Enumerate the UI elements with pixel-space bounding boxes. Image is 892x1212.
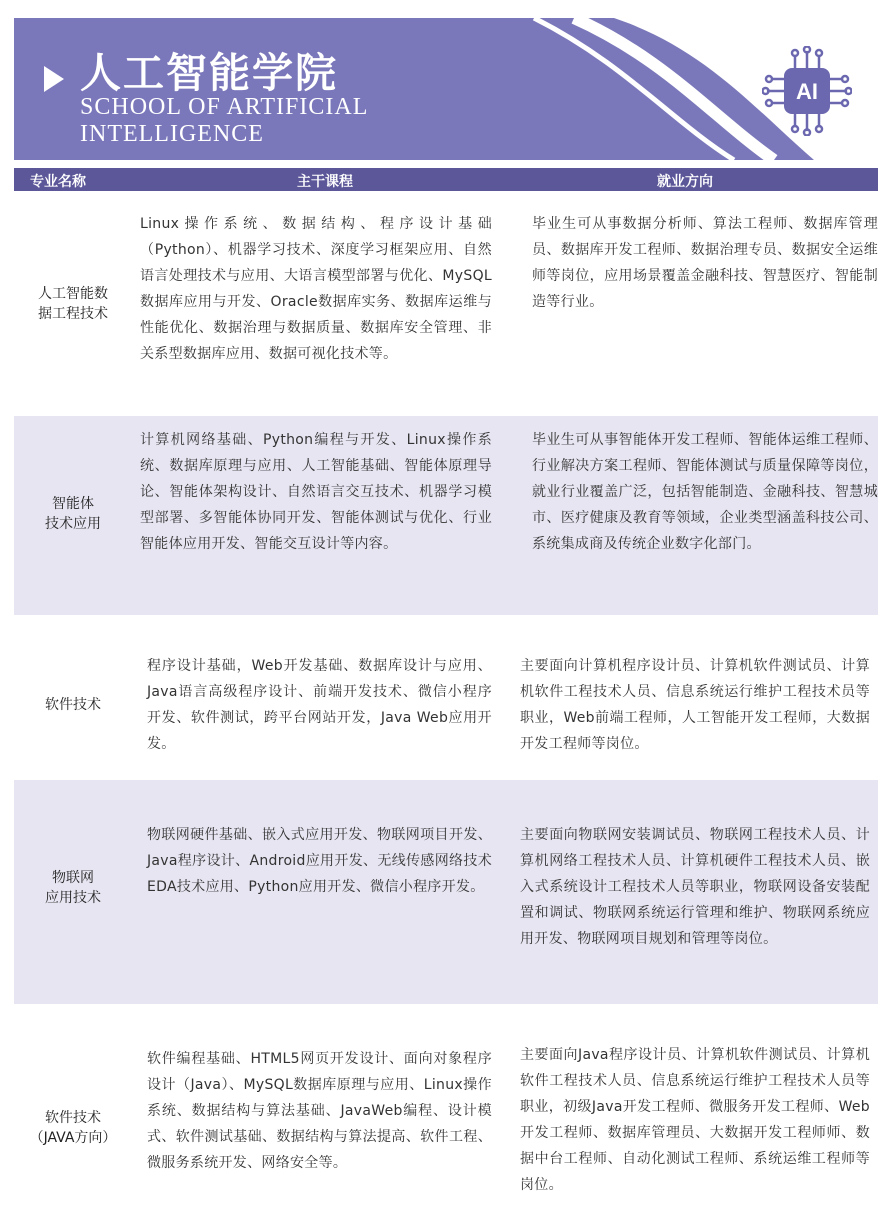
- main-courses: 软件编程基础、HTML5网页开发设计、面向对象程序设计（Java）、MySQL数据库原理与应用、Linux操作系统、数据结构与算法基础、JavaWeb编程、设计模式、软件测试基础、数据结构与算法提高、软件工程、微服务系统开发、网络安全等。: [147, 1051, 492, 1171]
- major-name: 软件技术 （JAVA方向）: [29, 1110, 117, 1146]
- major-name: 物联网 应用技术: [45, 870, 101, 906]
- table-row: [14, 615, 878, 780]
- main-courses: 程序设计基础，Web开发基础、数据库设计与应用、Java语言高级程序设计、前端开发技术、微信小程序开发、软件测试，跨平台网站开发，Java Web应用开发。: [147, 658, 492, 752]
- column-header-careers: 就业方向: [657, 174, 713, 190]
- page-title: 人工智能学院: [80, 49, 338, 97]
- career-directions: 主要面向计算机程序设计员、计算机软件测试员、计算机软件工程技术人员、信息系统运行维护工程技术员等职业，Web前端工程师，人工智能开发工程师，大数据开发工程师等岗位。: [520, 658, 870, 752]
- table-row: [14, 200, 878, 412]
- major-name: 人工智能数 据工程技术: [38, 286, 108, 322]
- header-banner: [14, 18, 878, 160]
- career-directions: 毕业生可从事智能体开发工程师、智能体运维工程师、行业解决方案工程师、智能体测试与质量保障等岗位，就业行业覆盖广泛，包括智能制造、金融科技、智慧城市、医疗健康及教育等领域，企业类型涵盖科技公司、系统集成商及传统企业数字化部门。: [532, 432, 878, 552]
- major-name: 智能体 技术应用: [45, 496, 101, 532]
- ai-logo-text: AI: [796, 79, 818, 104]
- play-triangle-icon: [44, 66, 64, 92]
- major-name: 软件技术: [45, 697, 101, 713]
- main-courses: 物联网硬件基础、嵌入式应用开发、物联网项目开发、Java程序设计、Android应用开发、无线传感网络技术EDA技术应用、Python应用开发、微信小程序开发。: [147, 827, 492, 895]
- table-row: [14, 780, 878, 1004]
- career-directions: 毕业生可从事数据分析师、算法工程师、数据库管理员、数据库开发工程师、数据治理专员、数据安全运维师等岗位，应用场景覆盖金融科技、智慧医疗、智能制造等行业。: [532, 216, 878, 310]
- career-directions: 主要面向物联网安装调试员、物联网工程技术人员、计算机网络工程技术人员、计算机硬件工程技术人员、嵌入式系统设计工程技术人员等职业，物联网设备安装配置和调试、物联网系统运行管理和维护、物联网系统应用开发、物联网项目规划和管理等岗位。: [520, 827, 870, 947]
- page-subtitle-en: SCHOOL OF ARTIFICIAL INTELLIGENCE: [80, 94, 369, 147]
- table-row: [14, 1004, 878, 1212]
- ai-circuit-icon: [762, 46, 852, 136]
- column-header-courses: 主干课程: [297, 174, 353, 190]
- table-header: [14, 168, 878, 191]
- column-header-major: 专业名称: [30, 174, 86, 190]
- table-row: [14, 416, 878, 615]
- main-courses: Linux操作系统、数据结构、程序设计基础（Python）、机器学习技术、深度学习框架应用、自然语言处理技术与应用、大语言模型部署与优化、MySQL数据库应用与开发、Oracle数据库实务、数据库运维与性能优化、数据治理与数据质量、数据库安全管理、非关系型数据库应用、数据可视化技术等。: [140, 216, 492, 362]
- main-courses: 计算机网络基础、Python编程与开发、Linux操作系统、数据库原理与应用、人工智能基础、智能体原理导论、智能体架构设计、自然语言交互技术、机器学习模型部署、多智能体协同开发、智能体测试与优化、行业智能体应用开发、智能交互设计等内容。: [140, 432, 492, 552]
- career-directions: 主要面向Java程序设计员、计算机软件测试员、计算机软件工程技术人员、信息系统运行维护工程技术人员等职业，初级Java开发工程师、微服务开发工程师、Web开发工程师、数据库管理员、大数据开发工程师师、数据中台工程师、自动化测试工程师、系统运维工程师等岗位。: [520, 1047, 870, 1193]
